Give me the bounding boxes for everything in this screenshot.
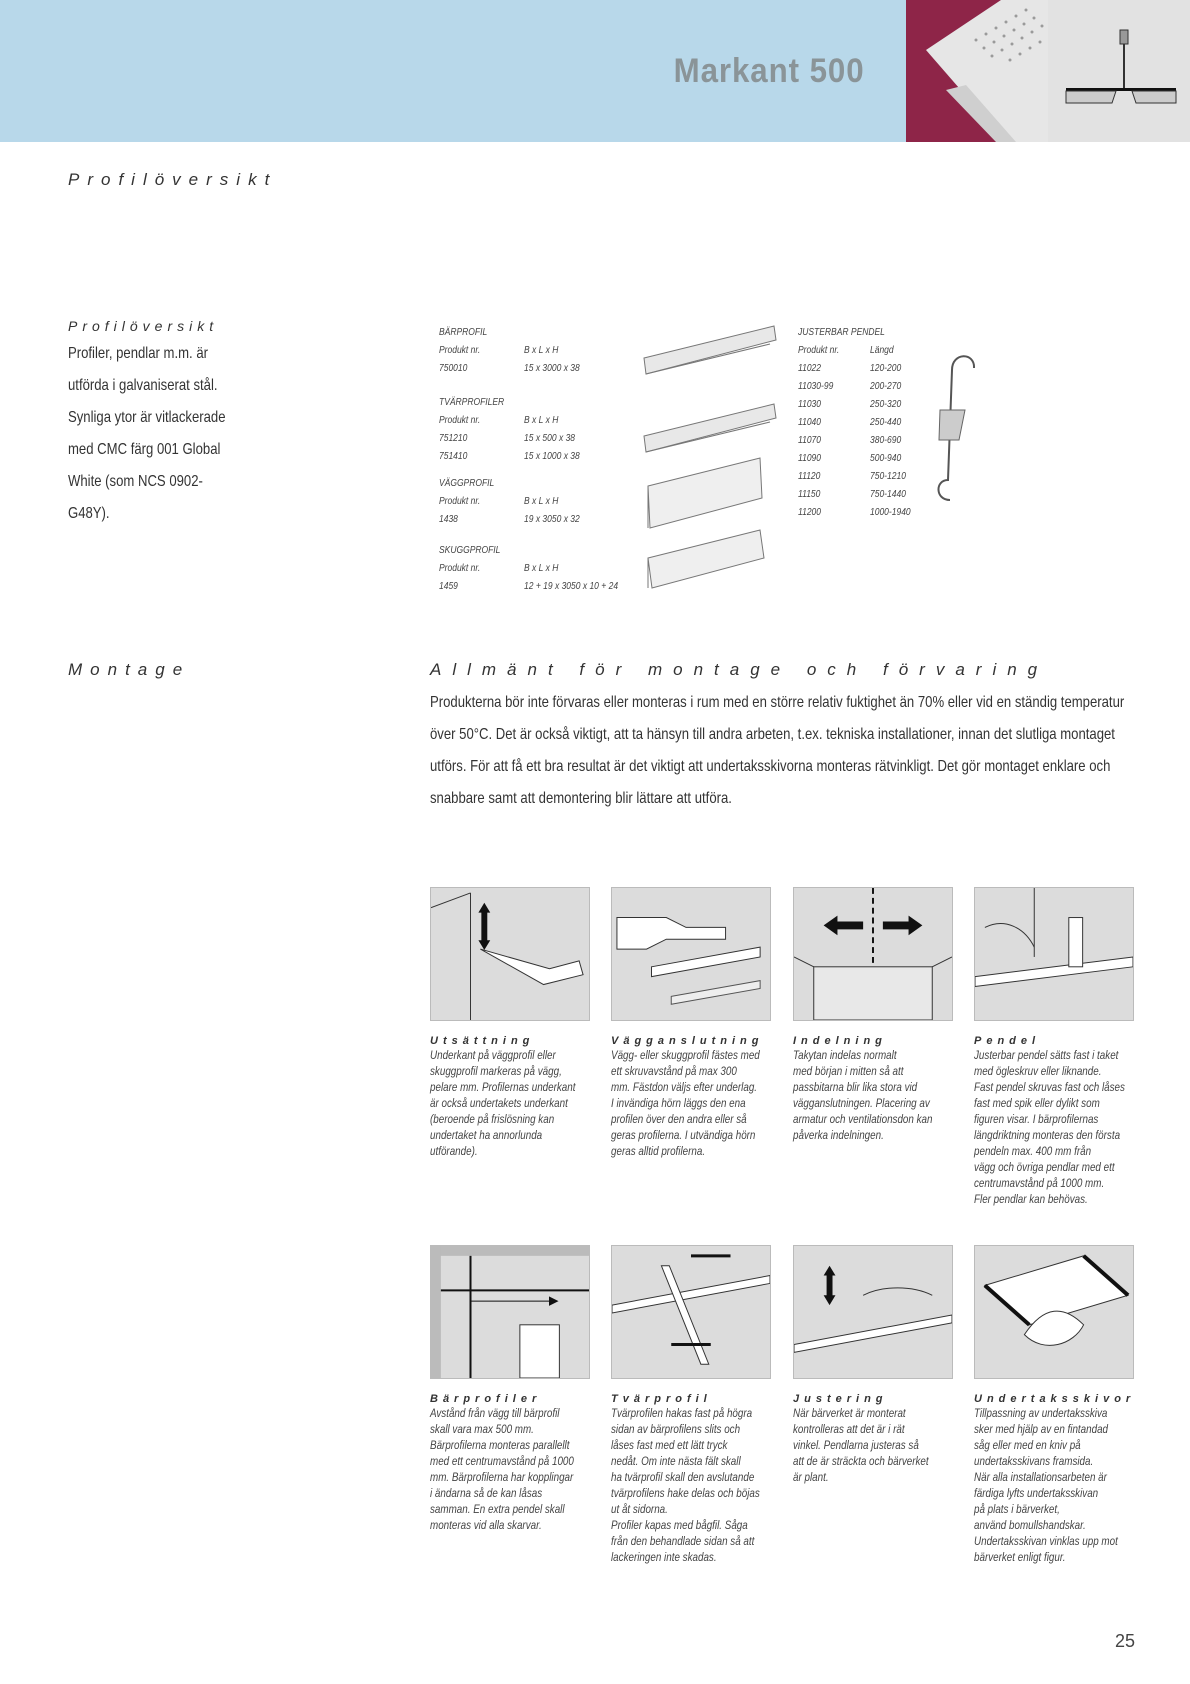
step-line: Avstånd från vägg till bärprofil — [430, 1406, 560, 1420]
profile-name: VÄGGPROFIL — [439, 478, 495, 489]
step-line: från den behandlade sidan så att — [611, 1534, 755, 1548]
step-line: geras alltid profilerna. — [611, 1144, 706, 1158]
step-line: mm. Bärprofilerna har kopplingar — [430, 1470, 574, 1484]
montage-line: snabbare samt att demontering blir lättare att utföra. — [430, 790, 732, 807]
step-caption — [611, 1035, 792, 1159]
dimensions: 15 x 500 x 38 — [524, 433, 576, 444]
step-line: ut åt sidorna. — [611, 1502, 668, 1516]
intro-heading: Profilöversikt — [68, 318, 219, 334]
product-number: 11040 — [798, 417, 822, 428]
dimensions: 15 x 1000 x 38 — [524, 451, 580, 462]
pendel-name: JUSTERBAR PENDEL — [798, 327, 885, 338]
step-line: I invändiga hörn läggs den ena — [611, 1096, 746, 1110]
step-caption — [974, 1035, 1158, 1207]
step-line: i ändarna så de kan låsas — [430, 1486, 543, 1500]
step-line: på plats i bärverket, — [974, 1502, 1060, 1516]
step-illustration — [430, 887, 590, 1021]
page-title: Markant 500 — [674, 52, 865, 90]
col-header: Längd — [870, 345, 894, 356]
step-line: vägganslutningen. Placering av — [793, 1096, 930, 1110]
intro-line: med CMC färg 001 Global — [68, 441, 221, 458]
page-number: 25 — [1115, 1631, 1136, 1651]
product-number: 11030 — [798, 399, 822, 410]
section-heading: Profilöversikt — [68, 170, 278, 189]
intro-line: Profiler, pendlar m.m. är — [68, 345, 209, 362]
product-number: 11120 — [798, 471, 821, 482]
intro-line: White (som NCS 0902- — [68, 473, 203, 490]
step-line: ha tvärprofil skall den avslutande — [611, 1470, 755, 1484]
step-line: såg eller med en kniv på — [974, 1438, 1081, 1452]
col-header: Produkt nr. — [439, 345, 481, 356]
length: 500-940 — [870, 453, 902, 464]
col-header: B x L x H — [524, 496, 559, 507]
step-line: längdriktning monteras den första — [974, 1128, 1121, 1142]
step-line: påverka indelningen. — [793, 1128, 884, 1142]
step-line: Undertaksskivan vinklas upp mot — [974, 1534, 1118, 1548]
profile-name: TVÄRPROFILER — [439, 397, 505, 408]
step-illustration — [974, 1245, 1134, 1379]
step-line: pelare mm. Profilernas underkant — [430, 1080, 576, 1094]
step-line: med ögleskruv eller liknande. — [974, 1064, 1102, 1078]
step-line: sker med hjälp av en fintandad — [974, 1422, 1109, 1436]
step-illustration — [611, 887, 771, 1021]
step-line: använd bomullshandskar. — [974, 1518, 1086, 1532]
profile-illustrations — [640, 318, 780, 598]
step-line: med början i mitten så att — [793, 1064, 904, 1078]
col-header: Produkt nr. — [439, 496, 481, 507]
step-line: ett skruvavstånd på max 300 — [611, 1064, 737, 1078]
montage-heading: Montage — [68, 660, 191, 679]
montage-line: Produkterna bör inte förvaras eller monteras i rum med en större relativ fuktighet än 70% eller vid en ständig temperatur — [430, 694, 1125, 711]
step-line: geras profilerna. I utvändiga hörn — [611, 1128, 756, 1142]
product-number: 11090 — [798, 453, 822, 464]
montage-line: över 50°C. Det är också viktigt, att ta hänsyn till andra arbeten, t.ex. tekniska installationer, innan det slutliga montaget — [430, 726, 1115, 743]
step-line: Fast pendel skruvas fast och låses — [974, 1080, 1125, 1094]
step-line: monteras vid alla skarvar. — [430, 1518, 542, 1532]
step-title: Pendel — [974, 1035, 1041, 1047]
product-number: 11200 — [798, 507, 822, 518]
montage-line: utförs. För att få ett bra resultat är det viktigt att undertaksskivorna monteras rätvinkligt. Det gör montaget enklare och — [430, 758, 1111, 775]
product-number: 751210 — [439, 433, 468, 444]
pendel-hook-image — [930, 350, 980, 505]
product-number: 1459 — [439, 581, 458, 592]
product-number: 1438 — [439, 514, 458, 525]
montage-text — [430, 687, 1190, 815]
step-line: Vägg- eller skuggprofil fästes med — [611, 1048, 760, 1062]
product-number: 11070 — [798, 435, 822, 446]
length: 250-440 — [870, 417, 902, 428]
step-line: är plant. — [793, 1470, 829, 1484]
col-header: B x L x H — [524, 415, 559, 426]
product-number: 751410 — [439, 451, 468, 462]
dimensions: 19 x 3050 x 32 — [524, 514, 580, 525]
product-number: 11150 — [798, 489, 821, 500]
step-line: undertaket ha annorlunda — [430, 1128, 543, 1142]
dimensions: 12 + 19 x 3050 x 10 + 24 — [524, 581, 619, 592]
grid-section-diagram — [1048, 0, 1190, 142]
bar-profile-image — [644, 326, 776, 588]
step-line: Tillpassning av undertaksskiva — [974, 1406, 1108, 1420]
step-title: Vägganslutning — [611, 1035, 764, 1047]
step-illustration — [430, 1245, 590, 1379]
product-number: 11030-99 — [798, 381, 834, 392]
step-line: är också undertakets underkant — [430, 1096, 568, 1110]
step-line: Fler pendlar kan behövas. — [974, 1192, 1088, 1206]
col-header: Produkt nr. — [439, 415, 481, 426]
dimensions: 15 x 3000 x 38 — [524, 363, 580, 374]
intro-line: G48Y). — [68, 505, 110, 522]
length: 1000-1940 — [870, 507, 911, 518]
step-illustration — [611, 1245, 771, 1379]
pendel-table — [798, 327, 938, 527]
step-title: Justering — [793, 1393, 888, 1405]
step-line: (beroende på frislösning kan — [430, 1112, 555, 1126]
step-caption — [793, 1035, 963, 1143]
step-line: samman. En extra pendel skall — [430, 1502, 565, 1516]
col-header: Produkt nr. — [798, 345, 840, 356]
col-header: B x L x H — [524, 563, 559, 574]
step-caption — [974, 1393, 1149, 1565]
step-line: vinkel. Pendlarna justeras så — [793, 1438, 919, 1452]
step-title: Utsättning — [430, 1035, 535, 1047]
step-caption — [430, 1035, 607, 1159]
step-line: fast med spik eller dylikt som — [974, 1096, 1100, 1110]
col-header: B x L x H — [524, 345, 559, 356]
step-illustration — [793, 1245, 953, 1379]
step-line: kontrolleras att det är i rät — [793, 1422, 905, 1436]
step-line: låses fast med ett lätt tryck — [611, 1438, 728, 1452]
step-title: Indelning — [793, 1035, 887, 1047]
step-title: Bärprofiler — [430, 1393, 542, 1405]
profile-table — [439, 327, 639, 597]
step-line: Takytan indelas normalt — [793, 1048, 897, 1062]
step-line: mm. Fästdon väljs efter underlag. — [611, 1080, 758, 1094]
step-caption — [430, 1393, 605, 1533]
step-line: När alla installationsarbeten är — [974, 1470, 1107, 1484]
product-number: 11022 — [798, 363, 822, 374]
product-number: 750010 — [439, 363, 468, 374]
step-line: med ett centrumavstånd på 1000 — [430, 1454, 574, 1468]
step-line: tvärprofilens hake delas och böjas — [611, 1486, 760, 1500]
step-line: bärverket enligt figur. — [974, 1550, 1066, 1564]
col-header: Produkt nr. — [439, 563, 481, 574]
length: 380-690 — [870, 435, 902, 446]
step-title: Undertaksskivor — [974, 1393, 1136, 1405]
length: 120-200 — [870, 363, 902, 374]
step-line: lackeringen inte skadas. — [611, 1550, 717, 1564]
step-line: sidan av bärprofilens slits och — [611, 1422, 741, 1436]
step-illustration — [974, 887, 1134, 1021]
step-line: att de är sträckta och bärverket — [793, 1454, 929, 1468]
step-line: skuggprofil markeras på vägg, — [430, 1064, 562, 1078]
profile-name: SKUGGPROFIL — [439, 545, 501, 556]
step-line: profilen över den andra eller så — [611, 1112, 747, 1126]
step-line: utförande). — [430, 1144, 478, 1158]
length: 750-1210 — [870, 471, 906, 482]
step-line: skall vara max 500 mm. — [430, 1422, 534, 1436]
length: 750-1440 — [870, 489, 906, 500]
ceiling-tile-photo — [906, 0, 1048, 142]
step-line: pendeln max. 400 mm från — [974, 1144, 1092, 1158]
step-line: Justerbar pendel sätts fast i taket — [974, 1048, 1119, 1062]
length: 250-320 — [870, 399, 902, 410]
step-caption — [793, 1393, 958, 1485]
step-illustration — [793, 887, 953, 1021]
step-line: Tvärprofilen hakas fast på högra — [611, 1406, 753, 1420]
step-line: När bärverket är monterat — [793, 1406, 906, 1420]
profile-name: BÄRPROFIL — [439, 327, 488, 338]
length: 200-270 — [870, 381, 902, 392]
step-line: figuren visar. I bärprofilernas — [974, 1112, 1099, 1126]
step-title: Tvärprofil — [611, 1393, 712, 1405]
step-line: undertaksskivans framsida. — [974, 1454, 1094, 1468]
intro-block — [68, 318, 260, 530]
montage-subheading: Allmänt för montage och förvaring — [430, 660, 1049, 679]
intro-line: Synliga ytor är vitlackerade — [68, 409, 226, 426]
step-line: passbitarna blir lika stora vid — [793, 1080, 918, 1094]
step-line: färdiga lyfts undertaksskivan — [974, 1486, 1099, 1500]
step-line: armatur och ventilationsdon kan — [793, 1112, 933, 1126]
step-line: vägg och övriga pendlar med ett — [974, 1160, 1115, 1174]
step-line: centrumavstånd på 1000 mm. — [974, 1176, 1105, 1190]
step-line: nedåt. Om inte nästa fält skall — [611, 1454, 741, 1468]
step-line: Bärprofilerna monteras parallellt — [430, 1438, 570, 1452]
intro-line: utförda i galvaniserat stål. — [68, 377, 218, 394]
step-line: Underkant på väggprofil eller — [430, 1048, 556, 1062]
step-line: Profiler kapas med bågfil. Såga — [611, 1518, 748, 1532]
step-caption — [611, 1393, 792, 1565]
